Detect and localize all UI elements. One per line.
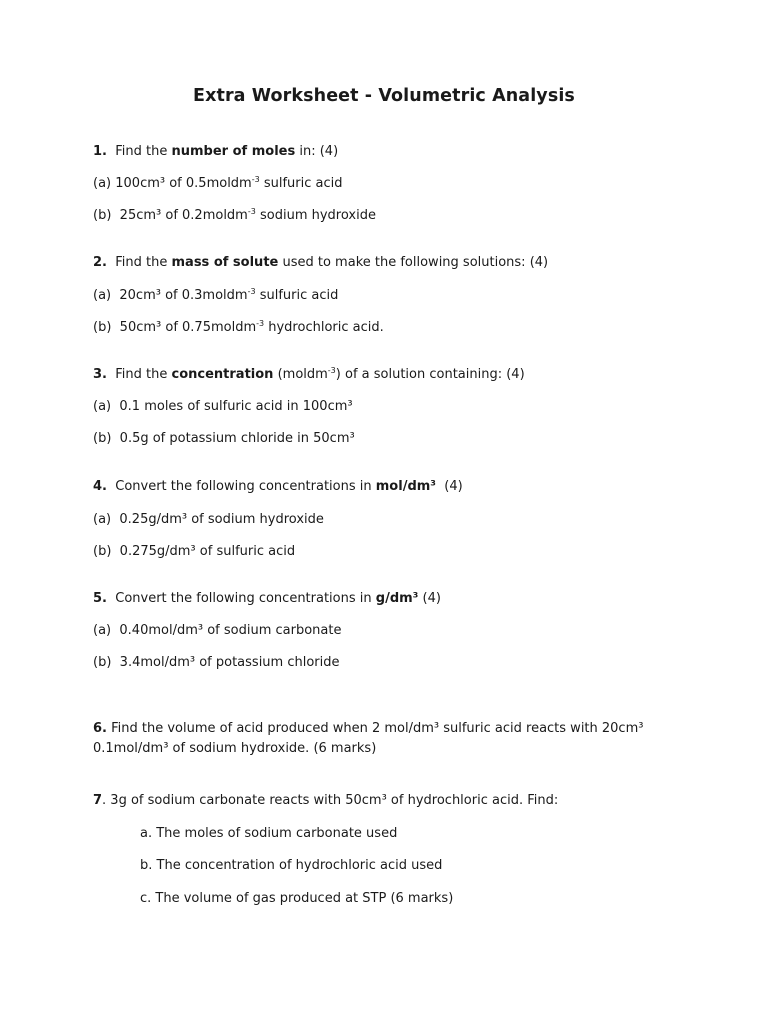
question-4a: (a) 0.25g/dm³ of sodium hydroxide (93, 512, 324, 527)
question-number: 1. (93, 144, 107, 159)
question-number: 2. (93, 255, 107, 270)
question-number: 3. (93, 367, 107, 382)
question-5b: (b) 3.4mol/dm³ of potassium chloride (93, 655, 340, 670)
question-2b: (b) 50cm³ of 0.75moldm$^{-3}$ hydrochloric acid. (93, 319, 384, 335)
question-number: 5. (93, 591, 107, 606)
question-4: 4. Convert the following concentrations in mol/dm³ (4) (93, 479, 463, 494)
question-1b: (b) 25cm³ of 0.2moldm$^{-3}$ sodium hydroxide (93, 207, 376, 223)
question-keyword: g/dm³ (375, 591, 419, 606)
question-number: 6. (93, 721, 107, 736)
question-keyword: number of moles (171, 144, 296, 159)
question-keyword: concentration (171, 367, 274, 382)
question-7: 7. 3g of sodium carbonate reacts with 50cm³ of hydrochloric acid. Find: (93, 793, 559, 808)
question-number: 7 (93, 793, 103, 808)
question-1: 1. Find the number of moles in: (4) (93, 144, 339, 159)
question-6: 6. Find the volume of acid produced when 2 mol/dm³ sulfuric acid reacts with 20cm³ (93, 721, 644, 736)
worksheet-title: Extra Worksheet - Volumetric Analysis (193, 86, 575, 106)
question-6-continued: 0.1mol/dm³ of sodium hydroxide. (6 marks) (93, 741, 377, 756)
question-3: 3. Find the concentration (moldm$^{-3}$) of a solution containing: (4) (93, 366, 525, 382)
question-5: 5. Convert the following concentrations in g/dm³ (4) (93, 591, 441, 606)
question-keyword: mol/dm³ (375, 479, 436, 494)
question-3a: (a) 0.1 moles of sulfuric acid in 100cm³ (93, 399, 353, 414)
question-1a: (a) 100cm³ of 0.5moldm$^{-3}$ sulfuric acid (93, 175, 343, 191)
question-5a: (a) 0.40mol/dm³ of sodium carbonate (93, 623, 342, 638)
question-4b: (b) 0.275g/dm³ of sulfuric acid (93, 544, 296, 559)
question-7c: c. The volume of gas produced at STP (6 marks) (140, 891, 454, 906)
question-2: 2. Find the mass of solute used to make the following solutions: (4) (93, 255, 549, 270)
question-7a: a. The moles of sodium carbonate used (140, 826, 398, 841)
question-2a: (a) 20cm³ of 0.3moldm$^{-3}$ sulfuric acid (93, 287, 339, 303)
question-number: 4. (93, 479, 107, 494)
question-keyword: mass of solute (171, 255, 279, 270)
question-3b: (b) 0.5g of potassium chloride in 50cm³ (93, 431, 355, 446)
question-7b: b. The concentration of hydrochloric acid used (140, 858, 443, 873)
